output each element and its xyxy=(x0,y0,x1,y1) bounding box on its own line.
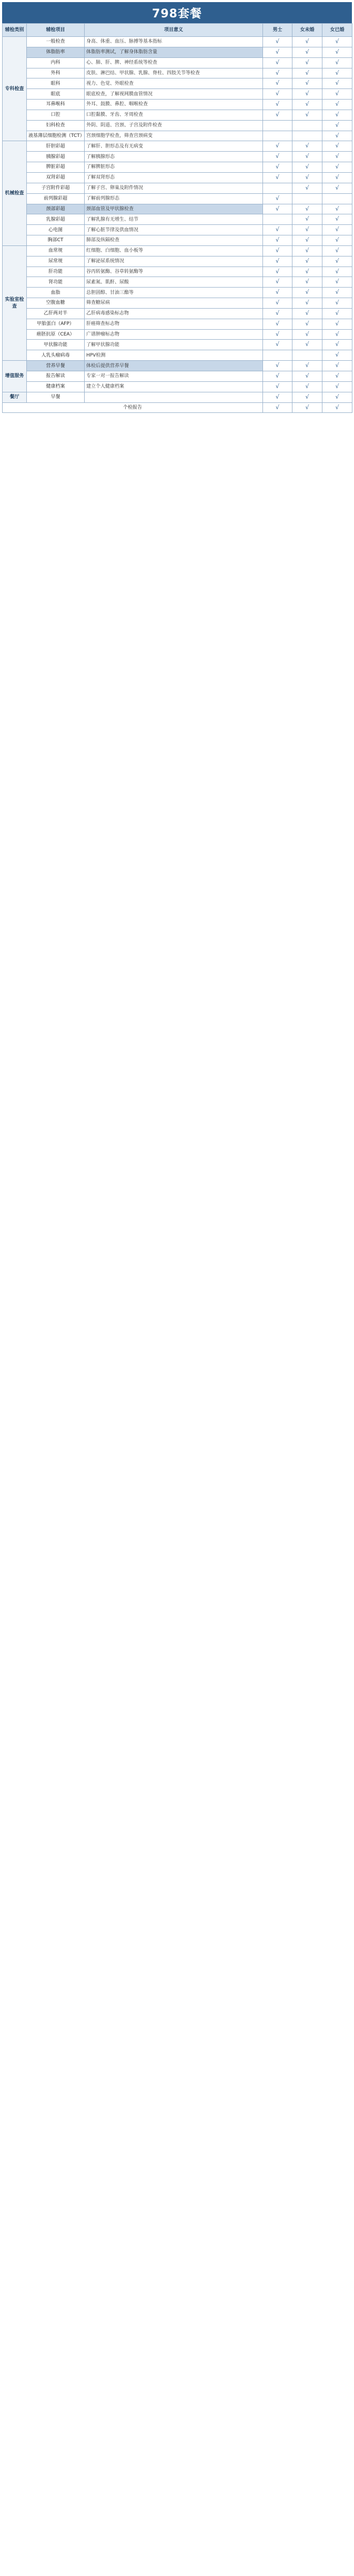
item-cell: 双肾彩超 xyxy=(27,172,85,183)
male-mark: √ xyxy=(263,162,292,173)
female-married-mark: √ xyxy=(322,183,352,193)
item-cell: 甲状腺功能 xyxy=(27,340,85,350)
table-row xyxy=(3,277,352,288)
description-cell: 身高、体重、血压、脉搏等基本指标 xyxy=(85,37,263,47)
item-cell: 肾功能 xyxy=(27,277,85,288)
description-cell: 心、肺、肝、脾、神经系统等检查 xyxy=(85,57,263,68)
item-cell: 体脂肪率 xyxy=(27,47,85,57)
female-married-mark: √ xyxy=(322,214,352,225)
description-cell: HPV检测 xyxy=(85,350,263,361)
table-row xyxy=(3,392,352,402)
description-cell: 体脂肪率测试，了解身体脂肪含量 xyxy=(85,47,263,57)
male-mark: √ xyxy=(263,267,292,277)
category-cell: 专科检查 xyxy=(3,37,27,141)
description-cell: 外阴、阴道、宫颈、子宫及附件检查 xyxy=(85,120,263,131)
male-mark: √ xyxy=(263,277,292,288)
table-row xyxy=(3,193,352,204)
female-unmarried-mark: √ xyxy=(292,319,322,329)
description-cell: 尿素氮、肌酐、尿酸 xyxy=(85,277,263,288)
female-unmarried-mark: √ xyxy=(292,110,322,120)
female-unmarried-mark: √ xyxy=(292,172,322,183)
item-cell: 脾脏彩超 xyxy=(27,162,85,173)
female-married-mark: √ xyxy=(322,141,352,152)
female-unmarried-mark: √ xyxy=(292,371,322,382)
item-cell: 颈部彩超 xyxy=(27,204,85,214)
description-cell: 皮肤、淋巴结、甲状腺、乳腺、脊柱、四肢关节等检查 xyxy=(85,68,263,78)
description-cell: 了解乳腺有无增生、结节 xyxy=(85,214,263,225)
table-row xyxy=(3,57,352,68)
table-row xyxy=(3,204,352,214)
female-unmarried-mark: √ xyxy=(292,288,322,298)
female-married-mark: √ xyxy=(322,152,352,162)
description-cell: 视力、色觉、外眼检查 xyxy=(85,78,263,89)
description-cell: 眼底检查，了解视网膜血管情况 xyxy=(85,89,263,100)
female-married-mark: √ xyxy=(322,110,352,120)
female-married-mark: √ xyxy=(322,350,352,361)
female-unmarried-mark: √ xyxy=(292,402,322,413)
item-cell: 健康档案 xyxy=(27,381,85,392)
female-married-mark: √ xyxy=(322,235,352,246)
table-row xyxy=(3,78,352,89)
table-row xyxy=(3,162,352,173)
table-row xyxy=(3,256,352,267)
description-cell: 了解心脏节律及供血情况 xyxy=(85,225,263,235)
description-cell: 肝癌筛查标志物 xyxy=(85,319,263,329)
female-unmarried-mark: √ xyxy=(292,89,322,100)
item-cell: 外科 xyxy=(27,68,85,78)
female-unmarried-mark: √ xyxy=(292,47,322,57)
female-married-mark: √ xyxy=(322,402,352,413)
male-mark: √ xyxy=(263,47,292,57)
item-cell: 液基薄层细胞检测（TCT） xyxy=(27,131,85,141)
package-table xyxy=(2,23,352,413)
description-cell: 了解子宫、卵巢及附件情况 xyxy=(85,183,263,193)
table-row xyxy=(3,245,352,256)
description-cell: 了解双肾形态 xyxy=(85,172,263,183)
description-cell: 广谱肿瘤标志物 xyxy=(85,329,263,340)
male-mark: √ xyxy=(263,78,292,89)
male-mark: √ xyxy=(263,402,292,413)
female-unmarried-mark: √ xyxy=(292,308,322,319)
male-mark xyxy=(263,214,292,225)
female-unmarried-mark: √ xyxy=(292,68,322,78)
item-cell: 内科 xyxy=(27,57,85,68)
male-mark: √ xyxy=(263,193,292,204)
female-unmarried-mark: √ xyxy=(292,235,322,246)
header-category: 辅检类别 xyxy=(3,24,27,37)
female-married-mark: √ xyxy=(322,37,352,47)
male-mark: √ xyxy=(263,57,292,68)
description-cell: 了解泌尿系统情况 xyxy=(85,256,263,267)
description-cell: 谷丙转氨酶、谷草转氨酶等 xyxy=(85,267,263,277)
female-married-mark: √ xyxy=(322,100,352,110)
description-cell: 乙肝病毒感染标志物 xyxy=(85,308,263,319)
female-unmarried-mark: √ xyxy=(292,381,322,392)
item-cell: 子宫附件彩超 xyxy=(27,183,85,193)
table-row xyxy=(3,308,352,319)
table-row xyxy=(3,381,352,392)
female-unmarried-mark xyxy=(292,120,322,131)
item-cell: 口腔 xyxy=(27,110,85,120)
table-row xyxy=(3,214,352,225)
male-mark: √ xyxy=(263,89,292,100)
female-married-mark: √ xyxy=(322,361,352,371)
header-female-unmarried: 女未婚 xyxy=(292,24,322,37)
description-cell: 总胆固醇、甘油三酯等 xyxy=(85,288,263,298)
female-married-mark xyxy=(322,193,352,204)
male-mark: √ xyxy=(263,256,292,267)
item-cell: 乳腺彩超 xyxy=(27,214,85,225)
female-married-mark: √ xyxy=(322,381,352,392)
item-cell: 眼科 xyxy=(27,78,85,89)
table-row xyxy=(3,100,352,110)
category-cell: 实验室检查 xyxy=(3,245,27,360)
item-cell: 肝功能 xyxy=(27,267,85,277)
female-unmarried-mark: √ xyxy=(292,214,322,225)
female-unmarried-mark: √ xyxy=(292,277,322,288)
description-cell: 了解胰腺形态 xyxy=(85,152,263,162)
female-unmarried-mark: √ xyxy=(292,225,322,235)
table-row xyxy=(3,120,352,131)
female-married-mark: √ xyxy=(322,131,352,141)
description-cell: 体检后提供营养早餐 xyxy=(85,361,263,371)
female-married-mark: √ xyxy=(322,308,352,319)
female-unmarried-mark: √ xyxy=(292,361,322,371)
table-row xyxy=(3,110,352,120)
table-row xyxy=(3,298,352,309)
female-married-mark: √ xyxy=(322,256,352,267)
item-cell: 营养早餐 xyxy=(27,361,85,371)
item-cell: 一般检查 xyxy=(27,37,85,47)
table-row xyxy=(3,329,352,340)
header-female-married: 女已婚 xyxy=(322,24,352,37)
item-cell: 血常规 xyxy=(27,245,85,256)
male-mark: √ xyxy=(263,245,292,256)
table-row xyxy=(3,340,352,350)
category-cell: 机械检查 xyxy=(3,141,27,245)
female-married-mark: √ xyxy=(322,371,352,382)
female-married-mark: √ xyxy=(322,204,352,214)
category-cell: 餐厅 xyxy=(3,392,27,402)
female-unmarried-mark: √ xyxy=(292,162,322,173)
item-cell: 乙肝两对半 xyxy=(27,308,85,319)
female-married-mark: √ xyxy=(322,162,352,173)
header-description: 项目意义 xyxy=(85,24,263,37)
item-cell: 血脂 xyxy=(27,288,85,298)
female-married-mark: √ xyxy=(322,47,352,57)
table-row xyxy=(3,267,352,277)
female-married-mark: √ xyxy=(322,245,352,256)
female-unmarried-mark: √ xyxy=(292,183,322,193)
female-married-mark: √ xyxy=(322,340,352,350)
female-unmarried-mark: √ xyxy=(292,204,322,214)
header-male: 男士 xyxy=(263,24,292,37)
female-unmarried-mark: √ xyxy=(292,78,322,89)
description-cell: 宫颈细胞学检查，筛查宫颈病变 xyxy=(85,131,263,141)
female-unmarried-mark: √ xyxy=(292,392,322,402)
female-married-mark: √ xyxy=(322,298,352,309)
female-unmarried-mark: √ xyxy=(292,100,322,110)
female-married-mark: √ xyxy=(322,225,352,235)
item-cell: 心电图 xyxy=(27,225,85,235)
category-cell: 增值服务 xyxy=(3,361,27,392)
description-cell: 专家一对一报告解读 xyxy=(85,371,263,382)
description-cell: 肺部及纵隔检查 xyxy=(85,235,263,246)
footer-row xyxy=(3,402,352,413)
male-mark: √ xyxy=(263,110,292,120)
description-cell: 了解肝、胆形态及有无病变 xyxy=(85,141,263,152)
female-married-mark: √ xyxy=(322,329,352,340)
description-cell: 外耳、鼓膜、鼻腔、咽喉检查 xyxy=(85,100,263,110)
female-unmarried-mark xyxy=(292,131,322,141)
table-row xyxy=(3,225,352,235)
female-married-mark: √ xyxy=(322,120,352,131)
male-mark: √ xyxy=(263,100,292,110)
table-row xyxy=(3,68,352,78)
item-cell: 肝胆彩超 xyxy=(27,141,85,152)
header-item: 辅检项目 xyxy=(27,24,85,37)
male-mark: √ xyxy=(263,340,292,350)
female-unmarried-mark: √ xyxy=(292,267,322,277)
table-row xyxy=(3,361,352,371)
female-unmarried-mark: √ xyxy=(292,329,322,340)
table-row xyxy=(3,371,352,382)
male-mark: √ xyxy=(263,37,292,47)
description-cell xyxy=(85,392,263,402)
item-cell: 耳鼻喉科 xyxy=(27,100,85,110)
table-row xyxy=(3,152,352,162)
package-body xyxy=(3,37,352,413)
male-mark: √ xyxy=(263,361,292,371)
female-unmarried-mark: √ xyxy=(292,298,322,309)
female-married-mark: √ xyxy=(322,78,352,89)
description-cell: 红细胞、白细胞、血小板等 xyxy=(85,245,263,256)
table-row xyxy=(3,350,352,361)
female-unmarried-mark: √ xyxy=(292,141,322,152)
male-mark: √ xyxy=(263,152,292,162)
female-married-mark: √ xyxy=(322,288,352,298)
female-unmarried-mark: √ xyxy=(292,256,322,267)
item-cell: 空腹血糖 xyxy=(27,298,85,309)
description-cell: 了解甲状腺功能 xyxy=(85,340,263,350)
item-cell: 报告解读 xyxy=(27,371,85,382)
male-mark: √ xyxy=(263,172,292,183)
female-unmarried-mark: √ xyxy=(292,340,322,350)
male-mark: √ xyxy=(263,204,292,214)
table-row xyxy=(3,172,352,183)
table-row xyxy=(3,47,352,57)
male-mark xyxy=(263,131,292,141)
male-mark: √ xyxy=(263,381,292,392)
item-cell: 妇科检查 xyxy=(27,120,85,131)
male-mark: √ xyxy=(263,141,292,152)
female-married-mark: √ xyxy=(322,277,352,288)
package-page xyxy=(0,0,354,415)
female-married-mark: √ xyxy=(322,68,352,78)
female-unmarried-mark: √ xyxy=(292,57,322,68)
female-married-mark: √ xyxy=(322,267,352,277)
female-married-mark: √ xyxy=(322,392,352,402)
male-mark: √ xyxy=(263,68,292,78)
item-cell: 人乳头瘤病毒 xyxy=(27,350,85,361)
table-row xyxy=(3,89,352,100)
female-unmarried-mark xyxy=(292,350,322,361)
male-mark: √ xyxy=(263,319,292,329)
female-unmarried-mark: √ xyxy=(292,37,322,47)
item-cell: 早餐 xyxy=(27,392,85,402)
female-married-mark: √ xyxy=(322,172,352,183)
male-mark: √ xyxy=(263,298,292,309)
description-cell: 了解脾脏形态 xyxy=(85,162,263,173)
item-cell: 胸部CT xyxy=(27,235,85,246)
package-title: 798套餐 xyxy=(2,2,352,23)
item-cell: 尿常规 xyxy=(27,256,85,267)
male-mark: √ xyxy=(263,329,292,340)
male-mark xyxy=(263,120,292,131)
female-married-mark: √ xyxy=(322,319,352,329)
male-mark: √ xyxy=(263,308,292,319)
male-mark: √ xyxy=(263,235,292,246)
item-cell: 癌胚抗原（CEA） xyxy=(27,329,85,340)
item-cell: 甲胎蛋白（AFP） xyxy=(27,319,85,329)
item-cell: 眼底 xyxy=(27,89,85,100)
female-unmarried-mark: √ xyxy=(292,245,322,256)
table-row xyxy=(3,183,352,193)
male-mark: √ xyxy=(263,225,292,235)
footer-label: 个检报告 xyxy=(3,402,263,413)
female-unmarried-mark: √ xyxy=(292,152,322,162)
female-married-mark: √ xyxy=(322,57,352,68)
table-row xyxy=(3,319,352,329)
female-unmarried-mark xyxy=(292,193,322,204)
female-married-mark: √ xyxy=(322,89,352,100)
description-cell: 了解前列腺形态 xyxy=(85,193,263,204)
table-row xyxy=(3,288,352,298)
table-row xyxy=(3,131,352,141)
description-cell: 口腔黏膜、牙齿、牙周检查 xyxy=(85,110,263,120)
item-cell: 胰腺彩超 xyxy=(27,152,85,162)
male-mark: √ xyxy=(263,371,292,382)
table-row xyxy=(3,235,352,246)
male-mark xyxy=(263,183,292,193)
table-row xyxy=(3,37,352,47)
male-mark xyxy=(263,350,292,361)
male-mark: √ xyxy=(263,288,292,298)
male-mark: √ xyxy=(263,392,292,402)
table-row xyxy=(3,141,352,152)
table-header-row xyxy=(3,24,352,37)
description-cell: 颈部血管及甲状腺检查 xyxy=(85,204,263,214)
description-cell: 筛查糖尿病 xyxy=(85,298,263,309)
item-cell: 前列腺彩超 xyxy=(27,193,85,204)
description-cell: 建立个人健康档案 xyxy=(85,381,263,392)
